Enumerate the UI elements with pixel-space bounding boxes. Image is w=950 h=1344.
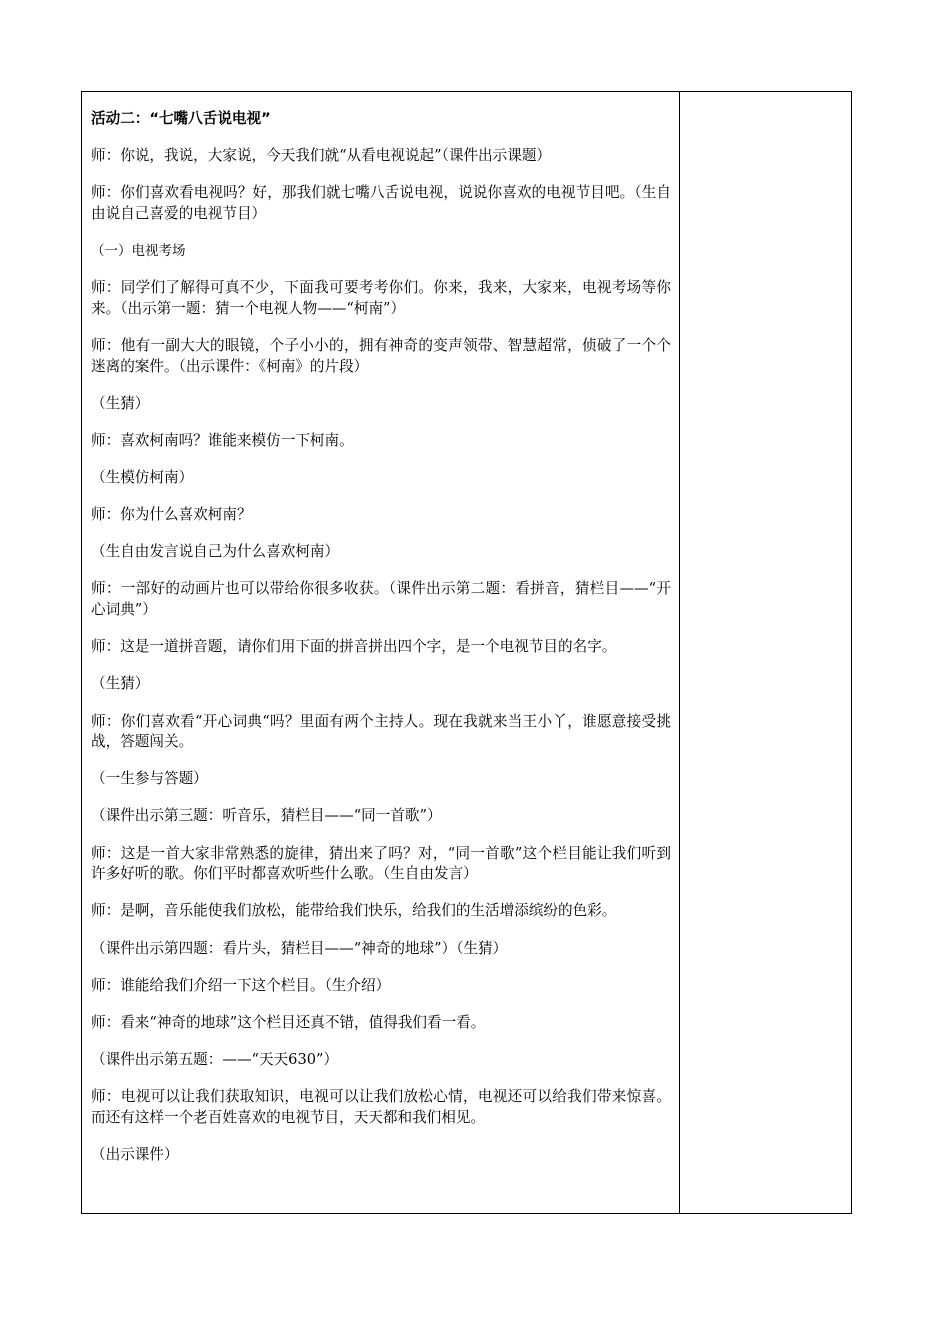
paragraph: 师：谁能给我们介绍一下这个栏目。（生介绍）: [91, 976, 391, 994]
paragraph: （课件出示第四题：看片头，猜栏目——“神奇的地球”）（生猜）: [91, 939, 508, 957]
paragraph: （出示课件）: [91, 1145, 179, 1163]
paragraph: （生模仿柯南）: [91, 469, 194, 487]
lesson-table: [81, 91, 852, 1214]
paragraph: 师：电视可以让我们获取知识，电视可以让我们放松心情，电视还可以给我们带来惊喜。而还有这样一个老百姓喜欢的电视节目，天天都和我们相见。: [91, 1087, 671, 1126]
notes-cell: [680, 92, 851, 1213]
paragraph: 师：一部好的动画片也可以带给你很多收获。（课件出示第二题：看拼音，猜栏目——“开心词典”）: [91, 580, 671, 619]
paragraph: 师：你说，我说，大家说，今天我们就“从看电视说起”（课件出示课题）: [91, 147, 552, 165]
paragraph: 师：同学们了解得可真不少，下面我可要考考你们。你来，我来，大家来，电视考场等你来。（出示第一题：猜一个电视人物——“柯南”）: [91, 279, 671, 317]
paragraph: （生自由发言说自己为什么喜欢柯南）: [91, 543, 340, 561]
section-heading: （一）电视考场: [91, 243, 186, 260]
paragraph: 师：看来“神奇的地球”这个栏目还真不错，值得我们看一看。: [91, 1013, 486, 1031]
activity-title: 活动二：“七嘴八舌说电视”: [91, 110, 271, 127]
paragraph: （课件出示第三题：听音乐，猜栏目——“同一首歌”）: [91, 807, 442, 825]
paragraph: 师：是啊，音乐能使我们放松，能带给我们快乐，给我们的生活增添缤纷的色彩。: [91, 902, 617, 920]
paragraph: （一生参与答题）: [91, 770, 208, 788]
paragraph: （生猜）: [91, 394, 150, 412]
lesson-content-cell: [82, 92, 679, 1213]
paragraph: 师：这是一道拼音题，请你们用下面的拼音拼出四个字，是一个电视节目的名字。: [91, 638, 617, 656]
paragraph: 师：这是一首大家非常熟悉的旋律，猜出来了吗？对，“同一首歌”这个栏目能让我们听到许多好听的歌。你们平时都喜欢听些什么歌。（生自由发言）: [91, 844, 671, 883]
paragraph: 师：他有一副大大的眼镜，个子小小的，拥有神奇的变声领带、智慧超常，侦破了一个个迷离的案件。（出示课件：《柯南》的片段）: [91, 337, 671, 375]
paragraph: 师：你们喜欢看“开心词典“吗？里面有两个主持人。现在我就来当王小丫，谁愿意接受挑战，答题闯关。: [91, 712, 671, 751]
paragraph: （课件出示第五题：——“天天630”）: [91, 1050, 339, 1068]
paragraph: 师：你为什么喜欢柯南？: [91, 506, 252, 524]
paragraph: （生猜）: [91, 675, 150, 693]
paragraph: 师：你们喜欢看电视吗？好，那我们就七嘴八舌说电视，说说你喜欢的电视节目吧。（生自由说自己喜爱的电视节目）: [91, 184, 671, 222]
paragraph: 师：喜欢柯南吗？谁能来模仿一下柯南。: [91, 432, 354, 450]
